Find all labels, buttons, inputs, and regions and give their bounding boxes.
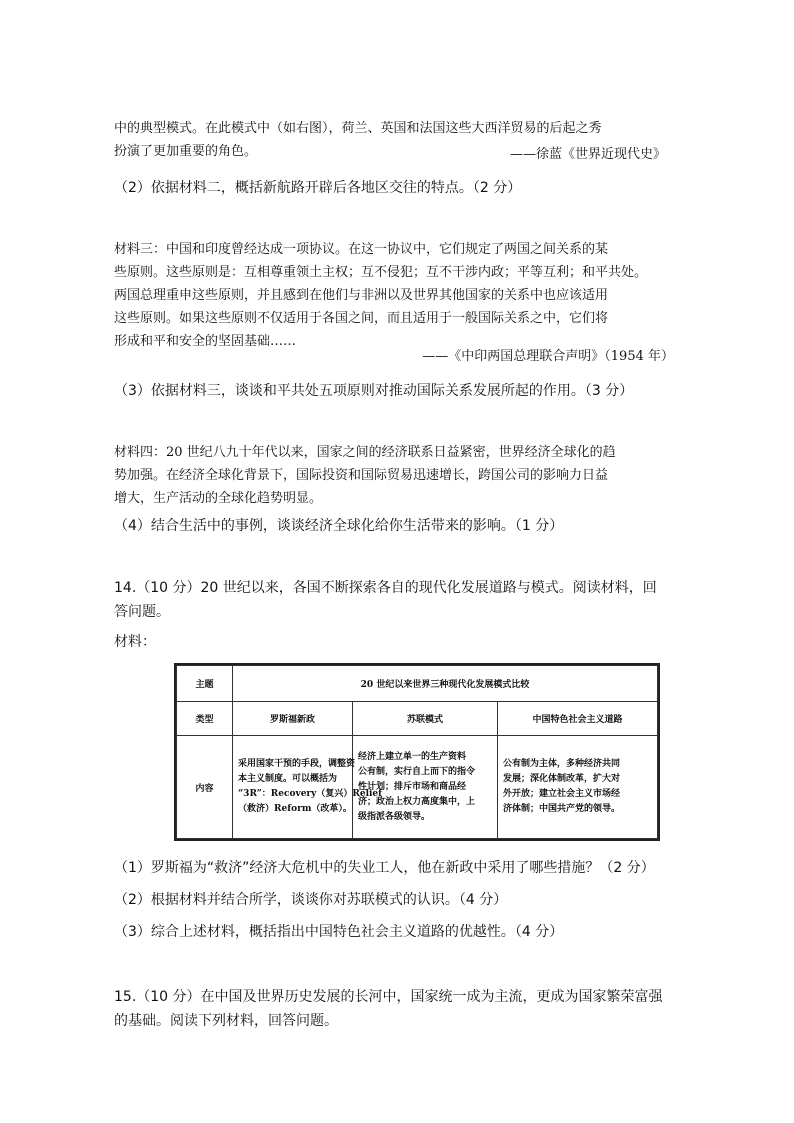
cell-line: 经济上建立单一的生产资料 [358,751,467,762]
question-13-4: （4）结合生活中的事例，谈谈经济全球化给你生活带来的影响。（1 分） [114,518,564,534]
text-line: 15.（10 分）在中国及世界历史发展的长河中，国家统一成为主流，更成为国家繁荣富强 [114,989,663,1005]
cell-line: 济；政治上权力高度集中，上 [358,796,476,807]
table-theme-value: 20 世纪以来世界三种现代化发展模式比较 [233,666,658,702]
cell-line: “3R”：Recovery（复兴）Relief [238,789,383,799]
question-14-intro [114,576,674,624]
material4 [114,441,674,510]
text-line: 这些原则。如果这些原则不仅适用于各国之间，而且适用于一般国际关系之中，它们将 [114,311,609,326]
question-14-2: （2）根据材料并结合所学，谈谈你对苏联模式的认识。（4 分） [114,892,508,908]
cell-line: （救济）Reform（改革）。 [238,804,352,814]
text-line: 增大，生产活动的全球化趋势明显。 [114,491,323,506]
cell-line: 采用国家干预的手段，调整资 [238,759,356,769]
text-line: 两国总理重申这些原则，并且感到在他们与非洲以及世界其他国家的关系中也应该适用 [114,288,609,303]
table-cell-china [498,736,658,839]
question-13-2: （2）依据材料二，概括新航路开辟后各地区交往的特点。（2 分） [114,180,522,196]
text-line: 的基础。阅读下列材料，回答问题。 [114,1013,338,1029]
cell-line: 济体制；中国共产党的领导。 [503,804,621,814]
text-line: 材料三：中国和印度曾经达成一项协议。在这一协议中，它们规定了两国之间关系的某 [114,242,609,257]
table-col-roosevelt: 罗斯福新政 [233,702,353,736]
table-content-label: 内容 [177,736,233,839]
question-13-3: （3）依据材料三，谈谈和平共处五项原则对推动国际关系发展所起的作用。（3 分） [114,383,634,399]
material-label: 材料： [114,634,156,650]
material2-source: ——徐蓝《世界近现代史》 [509,147,666,162]
question-15-intro [114,985,674,1033]
question-14-1: （1）罗斯福为“救济”经济大危机中的失业工人，他在新政中采用了哪些措施？（2 分） [114,860,655,876]
table-cell-soviet [353,736,498,839]
cell-line: 本主义制度。可以概括为 [238,774,338,784]
table-col-china: 中国特色社会主义道路 [498,702,658,736]
cell-line: 公有制为主体，多种经济共同 [503,759,621,769]
material3 [114,238,674,353]
text-line: 扮演了更加重要的角色。 [114,144,258,159]
table-cell-roosevelt [233,736,383,839]
cell-line: 级指派各级领导。 [358,811,431,822]
text-line: 些原则。这些原则是：互相尊重领土主权；互不侵犯；互不干涉内政；平等互利；和平共处。 [114,265,648,280]
cell-line: 公有制，实行自上而下的指令 [358,766,476,777]
material3-source: ——《中印两国总理联合声明》（1954 年） [422,349,674,364]
cell-line: 性计划；排斥市场和商品经 [358,781,467,792]
comparison-table [174,663,660,841]
question-14-3: （3）综合上述材料，概括指出中国特色社会主义道路的优越性。（4 分） [114,924,564,940]
cell-line: 发展；深化体制改革，扩大对 [503,774,621,784]
text-line: 形成和平和安全的坚固基础…… [114,334,297,349]
table-type-label: 类型 [177,702,233,736]
cell-line: 外开放；建立社会主义市场经 [503,789,621,799]
text-line: 势加强。在经济全球化背景下，国际投资和国际贸易迅速增长，跨国公司的影响力日益 [114,468,609,483]
table-col-soviet: 苏联模式 [353,702,498,736]
text-line: 材料四：20 世纪八九十年代以来，国家之间的经济联系日益紧密，世界经济全球化的趋 [114,445,616,460]
table-theme-label: 主题 [177,666,233,702]
text-line: 14.（10 分）20 世纪以来，各国不断探索各自的现代化发展道路与模式。阅读材料，回 [114,580,657,596]
text-line: 答问题。 [114,604,170,620]
text-line: 中的典型模式。在此模式中（如右图），荷兰、英国和法国这些大西洋贸易的后起之秀 [114,121,602,136]
